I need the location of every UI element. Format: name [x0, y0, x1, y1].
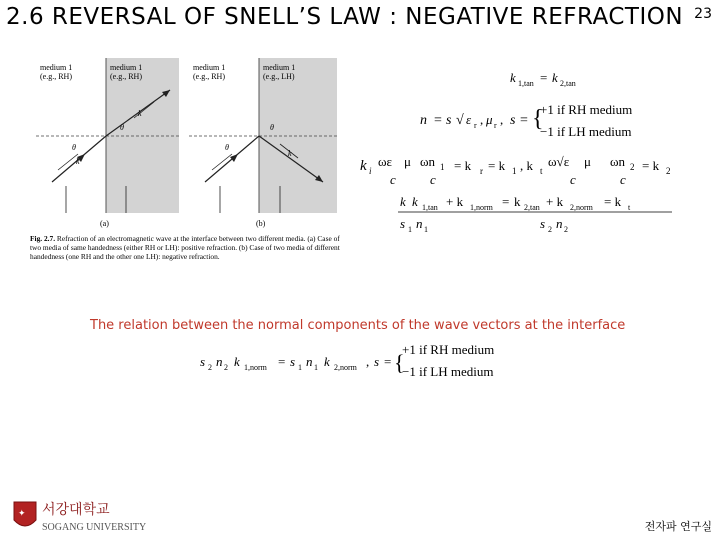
svg-text:2: 2	[666, 166, 671, 176]
normal-components-equation	[200, 338, 530, 384]
svg-text:r: r	[474, 121, 477, 130]
svg-text:+1 if RH medium: +1 if RH medium	[402, 342, 495, 357]
svg-text:θ: θ	[225, 143, 229, 152]
svg-text:ωε: ωε	[378, 154, 393, 169]
svg-text:n: n	[216, 354, 223, 369]
panel-b-left-label-2: (e.g., RH)	[193, 72, 225, 81]
svg-text:{: {	[394, 350, 405, 375]
svg-text:k: k	[360, 158, 367, 174]
svg-text:s: s	[200, 354, 206, 369]
svg-text:, k: , k	[520, 158, 533, 173]
refraction-diagram	[30, 58, 346, 233]
svg-text:k: k	[138, 109, 142, 118]
panel-a-right-label-2: (e.g., RH)	[110, 72, 142, 81]
svg-text:θ: θ	[120, 123, 124, 132]
panel-a-medium-1-region	[36, 58, 106, 213]
sogang-emblem	[12, 498, 152, 538]
svg-text:2: 2	[548, 225, 552, 234]
svg-text:ωn: ωn	[420, 154, 436, 169]
svg-text:2,tan: 2,tan	[560, 79, 576, 88]
svg-text:+ k: + k	[446, 194, 464, 209]
svg-text:=: =	[384, 354, 392, 369]
svg-text:1: 1	[424, 225, 428, 234]
svg-text:s: s	[374, 354, 380, 369]
svg-text:+ k: + k	[546, 194, 564, 209]
panel-a-right-label-1: medium 1	[110, 63, 143, 72]
svg-text:n: n	[556, 216, 563, 231]
svg-text:=: =	[278, 354, 286, 369]
svg-text:2: 2	[224, 363, 228, 372]
panel-a-left-label-1: medium 1	[40, 63, 73, 72]
svg-text:k: k	[288, 149, 292, 158]
svg-text:−1 if LH medium: −1 if LH medium	[402, 364, 494, 379]
svg-text:√: √	[456, 113, 464, 128]
svg-text:1: 1	[314, 363, 318, 372]
svg-text:= k: = k	[604, 194, 622, 209]
svg-text:,: ,	[500, 112, 504, 127]
svg-text:=: =	[502, 194, 510, 209]
panel-b-left-label-1: medium 1	[193, 63, 226, 72]
svg-text:2,norm: 2,norm	[570, 203, 593, 212]
figure-caption-text: Refraction of an electromagnetic wave at the interface between two different media. (a) Case of two media of same handedness (either RH or LH): positive refraction. (b) Case of two media of different handedness (one RH and the other one LH): negative refraction.	[30, 234, 340, 261]
svg-text:n: n	[420, 113, 427, 128]
svg-text:r: r	[480, 166, 483, 176]
svg-text:1,norm: 1,norm	[244, 363, 267, 372]
panel-a-medium-2-region	[106, 58, 179, 213]
svg-text:1: 1	[298, 363, 302, 372]
svg-text:t: t	[628, 203, 631, 212]
svg-text:+1 if RH medium: +1 if RH medium	[540, 102, 633, 117]
university-logo	[12, 498, 152, 538]
svg-text:2,norm: 2,norm	[334, 363, 357, 372]
svg-text:t: t	[540, 166, 543, 176]
relation-text: The relation between the normal components of the wave vectors at the interface	[90, 318, 626, 333]
slide-title: 2.6 REVERSAL OF SNELL’S LAW : NEGATIVE REFRACTION	[6, 4, 684, 30]
svg-text:= k: = k	[454, 158, 472, 173]
svg-text:{: {	[532, 106, 544, 132]
svg-text:k: k	[510, 70, 516, 85]
logo-name-ko: 서강대학교	[42, 503, 110, 518]
svg-text:k: k	[400, 194, 406, 209]
svg-text:= k: = k	[642, 158, 660, 173]
figure-caption	[30, 234, 346, 261]
snell-equations	[360, 66, 715, 236]
svg-text:,: ,	[480, 112, 484, 127]
svg-text:c: c	[390, 172, 396, 187]
svg-text:= k: = k	[488, 158, 506, 173]
svg-text:=: =	[520, 113, 528, 128]
svg-text:n: n	[306, 354, 313, 369]
panel-a-left-label-2: (e.g., RH)	[40, 72, 72, 81]
svg-text:s: s	[290, 354, 296, 369]
svg-text:θ: θ	[72, 143, 76, 152]
svg-text:s: s	[446, 113, 452, 128]
svg-text:k: k	[412, 194, 418, 209]
svg-text:s: s	[510, 113, 516, 128]
svg-text:ε: ε	[466, 112, 472, 127]
svg-text:s: s	[400, 216, 406, 231]
svg-text:1: 1	[512, 166, 517, 176]
svg-text:ωn: ωn	[610, 154, 626, 169]
svg-text:2: 2	[208, 363, 212, 372]
svg-text:c: c	[570, 172, 576, 187]
svg-text:r: r	[494, 121, 497, 130]
panel-a-sub: (a)	[100, 219, 109, 228]
svg-text:k: k	[324, 354, 330, 369]
svg-text:k: k	[234, 354, 240, 369]
svg-text:θ: θ	[270, 123, 274, 132]
svg-text:μ: μ	[486, 112, 493, 127]
svg-text:✦: ✦	[18, 508, 26, 518]
svg-text:ω√ε: ω√ε	[548, 154, 570, 169]
svg-text:k: k	[514, 194, 521, 209]
svg-text:s: s	[540, 216, 546, 231]
svg-text:,: ,	[366, 354, 370, 369]
svg-text:k: k	[76, 157, 80, 166]
svg-text:2: 2	[564, 225, 568, 234]
svg-text:1,tan: 1,tan	[518, 79, 534, 88]
panel-b-right-label-1: medium 1	[263, 63, 296, 72]
svg-text:c: c	[430, 172, 436, 187]
page-number: 23	[694, 6, 712, 22]
svg-text:−1 if LH medium: −1 if LH medium	[540, 124, 632, 139]
svg-text:2,tan: 2,tan	[524, 203, 540, 212]
svg-text:2: 2	[630, 162, 635, 172]
svg-text:1,tan: 1,tan	[422, 203, 438, 212]
svg-text:n: n	[416, 216, 423, 231]
panel-b-right-label-2: (e.g., LH)	[263, 72, 295, 81]
figure-caption-label: Fig. 2.7.	[30, 234, 56, 243]
svg-text:c: c	[620, 172, 626, 187]
svg-text:1,norm: 1,norm	[470, 203, 493, 212]
svg-text:μ: μ	[404, 154, 411, 169]
svg-text:=: =	[434, 113, 442, 128]
panel-b-medium-2-region	[259, 58, 337, 213]
logo-name-en: SOGANG UNIVERSITY	[42, 522, 147, 533]
svg-text:μ: μ	[584, 154, 591, 169]
refraction-figure	[30, 58, 346, 288]
svg-text:k: k	[552, 70, 558, 85]
svg-text:1: 1	[440, 162, 445, 172]
svg-text:=: =	[540, 70, 548, 85]
footer-lab: 전자파 연구실	[644, 520, 712, 533]
panel-b-sub: (b)	[256, 219, 266, 228]
svg-text:1: 1	[408, 225, 412, 234]
panel-b-medium-1-region	[189, 58, 259, 213]
svg-text:i: i	[369, 166, 372, 176]
